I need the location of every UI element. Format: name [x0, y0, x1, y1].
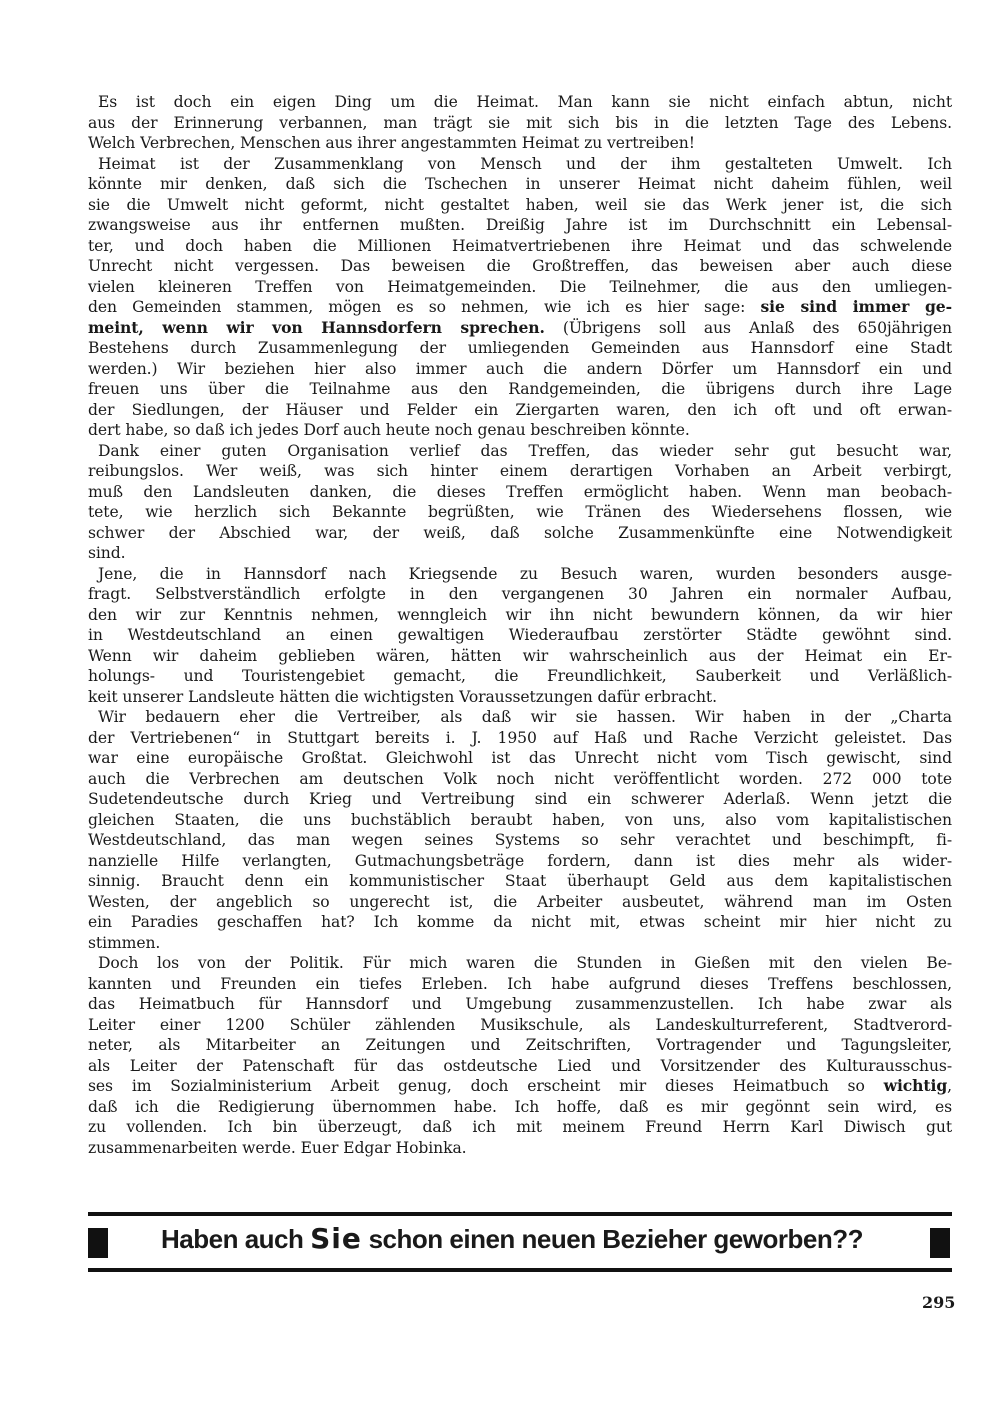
text-segment: Heimat ist der Zusammenklang von Mensch und der ihm gestalteten Umwelt. Ich — [98, 154, 952, 173]
text-segment: das Heimatbuch für Hannsdorf und Umgebung zusammenzustellen. Ich habe zwar als — [88, 995, 952, 1013]
text-line — [88, 461, 952, 482]
text-line — [88, 728, 952, 749]
text-line — [88, 359, 952, 380]
text-line — [88, 687, 952, 708]
text-segment: auch die Verbrechen am deutschen Volk noch nicht veröffentlicht worden. 272 000 tote — [88, 769, 952, 788]
text-segment: daß ich die Redigierung übernommen habe. Ich hoffe, daß es mir gegönnt sein wird, es — [88, 1097, 952, 1116]
bold-text: sie sind immer ge- — [760, 297, 952, 316]
text-line — [88, 810, 952, 831]
slogan-after: schon einen neuen Bezieher geworben?? — [361, 1224, 863, 1254]
text-segment: zu vollenden. Ich bin überzeugt, daß ich mit meinem Freund Herrn Karl Diwisch gut — [88, 1118, 952, 1136]
text-segment: Unrecht nicht vergessen. Das beweisen die Großtreffen, das beweisen aber auch diese — [88, 257, 952, 275]
text-segment: stimmen. — [88, 933, 161, 952]
text-line — [88, 113, 952, 134]
bold-text: wichtig — [883, 1076, 948, 1095]
paragraph — [88, 564, 952, 708]
text-segment: holungs- und Touristengebiet gemacht, die Freundlichkeit, Sauberkeit und Verläßlich- — [88, 667, 952, 685]
text-segment: reibungslos. Wer weiß, was sich hinter einem derartigen Vorhaben an Arbeit verbirgt, — [88, 462, 952, 480]
text-segment: Bestehens durch Zusammenlegung der umliegenden Gemeinden aus Hannsdorf eine Stadt — [88, 339, 952, 357]
text-segment: keit unserer Landsleute hätten die wichtigsten Voraussetzungen dafür erbracht. — [88, 687, 717, 706]
text-segment: schwer der Abschied war, der weiß, daß solche Zusammenkünfte eine Notwendigkeit — [88, 523, 952, 542]
text-segment: der Vertriebenen“ in Stuttgart bereits i. J. 1950 auf Haß und Rache Verzicht geleistet. Das — [88, 728, 952, 747]
text-line — [88, 564, 952, 585]
banner-right-block — [930, 1228, 950, 1258]
text-line — [88, 830, 952, 851]
text-segment: Sudetendeutsche durch Krieg und Vertreibung sind ein schwerer Aderlaß. Wenn jetzt die — [88, 790, 952, 808]
text-segment: war eine europäische Großtat. Gleichwohl ist das Unrecht nicht vom Tisch gewischt, sind — [88, 749, 952, 767]
text-segment: fragt. Selbstverständlich erfolgte in den vergangenen 30 Jahren ein normaler Aufbau, — [88, 585, 952, 603]
paragraph — [88, 154, 952, 441]
bold-text: meint, wenn wir von Hannsdorfern sprechen. — [88, 317, 545, 337]
text-line — [88, 318, 952, 339]
text-segment: der Siedlungen, der Häuser und Felder ein Ziergarten waren, den ich oft und oft erwan- — [88, 400, 952, 419]
text-segment: vielen kleineren Treffen von Heimatgemeinden. Die Teilnehmer, die aus den umliegen- — [88, 277, 952, 296]
text-line — [88, 1138, 952, 1159]
text-line — [88, 1035, 952, 1056]
text-segment: aus der Erinnerung verbannen, man trägt sie mit sich bis in die letzten Tage des Lebens. — [88, 113, 952, 132]
text-segment: als Leiter der Patenschaft für das ostdeutsche Lied und Vorsitzender des Kulturausschus- — [88, 1056, 952, 1075]
text-line — [88, 338, 952, 359]
text-line — [88, 953, 952, 974]
text-line — [88, 523, 952, 544]
text-line — [88, 707, 952, 728]
text-line — [88, 646, 952, 667]
text-line — [88, 748, 952, 769]
slogan-emphasis: Sie — [310, 1222, 362, 1255]
text-segment: Dank einer guten Organisation verlief das Treffen, das wieder sehr gut besucht war, — [98, 441, 952, 460]
paragraph — [88, 441, 952, 564]
text-line — [88, 543, 952, 564]
text-segment: sinnig. Braucht denn ein kommunistischer Staat überhaupt Geld aus dem kapitalistischen — [88, 872, 952, 890]
text-segment: könnte mir denken, daß sich die Tschechen in unserer Heimat nicht daheim fühlen, weil — [88, 175, 952, 193]
text-segment: Wenn wir daheim geblieben wären, hätten wir wahrscheinlich aus der Heimat ein Er- — [88, 646, 952, 665]
text-line — [88, 1076, 952, 1097]
text-segment: ein Paradies geschaffen hat? Ich komme da nicht mit, etwas scheint mir hier nicht zu — [88, 913, 952, 931]
text-segment: Wir bedauern eher die Vertreiber, als daß wir sie hassen. Wir haben in der „Charta — [98, 708, 952, 726]
text-segment: Welch Verbrechen, Menschen aus ihrer angestammten Heimat zu vertreiben! — [88, 134, 695, 152]
text-line — [88, 974, 952, 995]
text-line — [88, 1015, 952, 1036]
text-line — [88, 174, 952, 195]
text-line — [88, 215, 952, 236]
banner-slogan — [122, 1222, 902, 1255]
text-line — [88, 441, 952, 462]
text-line — [88, 625, 952, 646]
text-segment: ter, und doch haben die Millionen Heimatvertriebenen ihre Heimat und das schwelende — [88, 236, 952, 255]
text-line — [88, 1117, 952, 1138]
text-segment: Doch los von der Politik. Für mich waren die Stunden in Gießen mit den vielen Be- — [98, 954, 952, 972]
text-segment: Westen, der angeblich so ungerecht ist, die Arbeiter ausbeutet, während man im Osten — [88, 892, 952, 911]
text-segment: nanzielle Hilfe verlangten, Gutmachungsbeträge fordern, dann ist dies mehr als wider- — [88, 851, 952, 870]
text-segment: kannten und Freunden ein tiefes Erleben. Ich habe aufgrund dieses Treffens beschlossen, — [88, 974, 952, 993]
text-line — [88, 482, 952, 503]
banner-bottom-rule — [88, 1268, 952, 1272]
page-number: 295 — [922, 1293, 956, 1312]
text-segment: freuen uns über die Teilnahme aus den Randgemeinden, die übrigens durch ihre Lage — [88, 380, 952, 398]
text-segment: gleichen Staaten, die uns buchstäblich beraubt haben, von uns, also vom kapitalistischen — [88, 810, 952, 829]
banner-top-rule — [88, 1212, 952, 1216]
text-segment: Jene, die in Hannsdorf nach Kriegsende zu Besuch waren, wurden besonders ausge- — [98, 564, 952, 583]
text-segment: Leiter einer 1200 Schüler zählenden Musikschule, als Landeskulturreferent, Stadtverord- — [88, 1015, 952, 1034]
text-line — [88, 605, 952, 626]
text-line — [88, 1097, 952, 1118]
text-line — [88, 297, 952, 318]
text-segment: den wir zur Kenntnis nehmen, wenngleich wir ihn nicht bewundern können, da wir hier — [88, 605, 952, 624]
text-line — [88, 154, 952, 175]
text-segment: Westdeutschland, das man wegen seines Systems so sehr verachtet und beschimpft, fi- — [88, 831, 952, 849]
text-line — [88, 92, 952, 113]
text-segment: zusammenarbeiten werde. Euer Edgar Hobinka. — [88, 1138, 467, 1157]
text-line — [88, 133, 952, 154]
text-segment: tete, wie herzlich sich Bekannte begrüßten, wie Tränen des Wiedersehens flossen, wie — [88, 503, 952, 521]
paragraph — [88, 953, 952, 1158]
text-line — [88, 933, 952, 954]
text-line — [88, 584, 952, 605]
text-line — [88, 400, 952, 421]
paragraph — [88, 707, 952, 953]
text-segment: dert habe, so daß ich jedes Dorf auch heute noch genau beschreiben könnte. — [88, 421, 690, 439]
text-segment: Es ist doch ein eigen Ding um die Heimat. Man kann sie nicht einfach abtun, nicht — [98, 93, 952, 111]
text-segment: den Gemeinden stammen, mögen es so nehmen, wie ich es hier sage: — [88, 298, 761, 316]
text-line — [88, 789, 952, 810]
text-line — [88, 666, 952, 687]
text-line — [88, 277, 952, 298]
text-segment: , — [947, 1077, 952, 1095]
paragraph — [88, 92, 952, 154]
text-segment: sind. — [88, 544, 126, 562]
text-line — [88, 892, 952, 913]
text-segment: muß den Landsleuten danken, die dieses Treffen ermöglicht haben. Wenn man beobach- — [88, 482, 952, 501]
text-line — [88, 851, 952, 872]
text-line — [88, 502, 952, 523]
text-segment: neter, als Mitarbeiter an Zeitungen und Zeitschriften, Vortragender und Tagungsleiter, — [88, 1036, 952, 1054]
article-body — [88, 92, 952, 1158]
text-line — [88, 871, 952, 892]
banner-left-block — [88, 1228, 108, 1258]
text-line — [88, 994, 952, 1015]
text-line — [88, 769, 952, 790]
subscriber-banner — [88, 1212, 952, 1274]
text-line — [88, 236, 952, 257]
text-line — [88, 1056, 952, 1077]
text-line — [88, 420, 952, 441]
text-segment: in Westdeutschland an einen gewaltigen Wiederaufbau zerstörter Städte gewöhnt sind. — [88, 626, 952, 644]
text-segment: (Übrigens soll aus Anlaß des 650jährigen — [544, 318, 952, 337]
text-segment: sie die Umwelt nicht geformt, nicht gestaltet haben, weil sie das Werk jener ist, die sich — [88, 195, 952, 214]
text-line — [88, 912, 952, 933]
text-segment: ses im Sozialministerium Arbeit genug, doch erscheint mir dieses Heimatbuch so — [88, 1077, 884, 1095]
text-segment: zwangsweise aus ihr entfernen mußten. Dreißig Jahre ist im Durchschnitt ein Lebensal- — [88, 216, 952, 234]
text-line — [88, 195, 952, 216]
slogan-before: Haben auch — [161, 1224, 311, 1254]
text-line — [88, 379, 952, 400]
text-segment: werden.) Wir beziehen hier also immer auch die andern Dörfer um Hannsdorf ein und — [88, 359, 952, 378]
text-line — [88, 256, 952, 277]
